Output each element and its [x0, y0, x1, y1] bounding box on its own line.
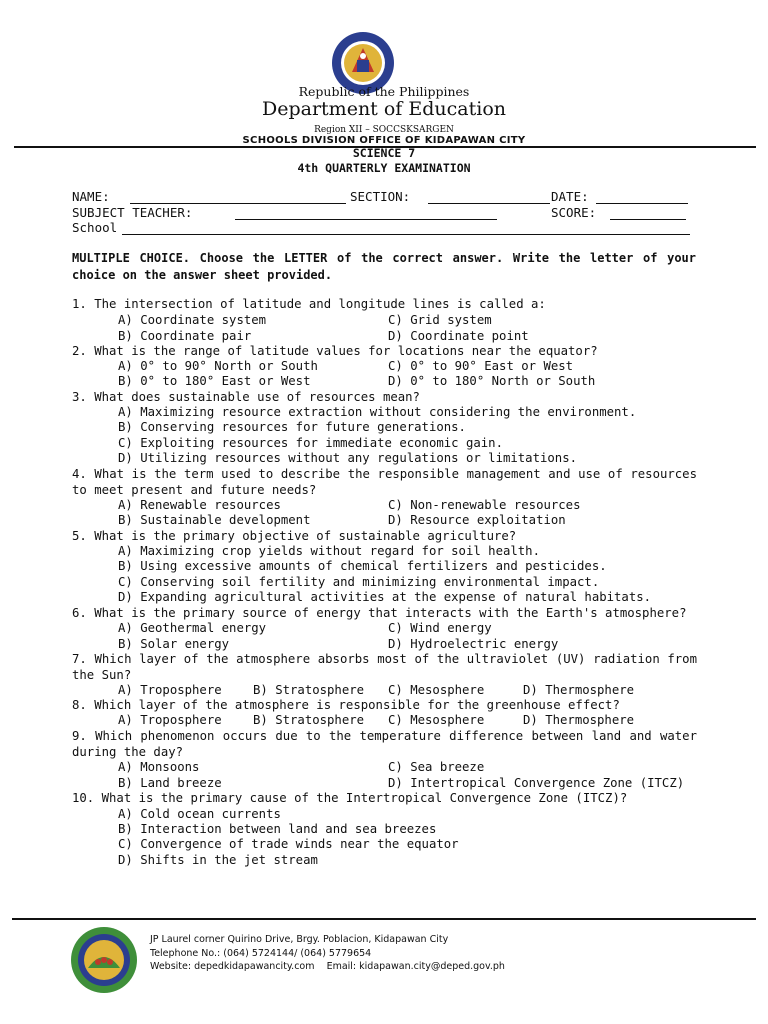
score-label: SCORE:: [551, 205, 597, 220]
q6-option-b: B) Solar energy: [118, 637, 230, 651]
q3-option-a: A) Maximizing resource extraction without considering the environment.: [118, 405, 637, 419]
question-4: 4. What is the term used to describe the responsible management and use of resources to meet present and future needs?: [72, 467, 697, 497]
q9-option-a: A) Monsoons: [118, 760, 200, 774]
q7-option-d: D) Thermosphere: [523, 683, 635, 697]
division-seal-logo: [70, 926, 138, 994]
q2-option-c: C) 0° to 90° East or West: [388, 359, 574, 373]
question-9: 9. Which phenomenon occurs due to the temperature difference between land and water during the day?: [72, 729, 697, 759]
question-8: 8. Which layer of the atmosphere is responsible for the greenhouse effect?: [72, 698, 620, 712]
name-blank[interactable]: [130, 203, 346, 204]
q6-option-d: D) Hydroelectric energy: [388, 637, 559, 651]
date-blank[interactable]: [596, 203, 688, 204]
question-7: 7. Which layer of the atmosphere absorbs most of the ultraviolet (UV) radiation from the Sun?: [72, 652, 697, 682]
q8-option-b: B) Stratosphere: [253, 713, 365, 727]
question-3: 3. What does sustainable use of resources mean?: [72, 390, 420, 404]
question-6: 6. What is the primary source of energy that interacts with the Earth's atmosphere?: [72, 606, 687, 620]
q1-option-b: B) Coordinate pair: [118, 329, 252, 343]
exam-subject: SCIENCE 7: [352, 146, 416, 160]
q9-option-d: D) Intertropical Convergence Zone (ITCZ): [388, 776, 685, 790]
footer-divider: [12, 918, 756, 920]
q10-option-c: C) Convergence of trade winds near the equator: [118, 837, 459, 851]
section-label: SECTION:: [350, 189, 411, 204]
republic-line: Republic of the Philippines: [298, 84, 470, 99]
q5-option-d: D) Expanding agricultural activities at the expense of natural habitats.: [118, 590, 652, 604]
q4-option-c: C) Non-renewable resources: [388, 498, 581, 512]
q2-option-d: D) 0° to 180° North or South: [388, 374, 596, 388]
q3-option-b: B) Conserving resources for future generations.: [118, 420, 466, 434]
section-blank[interactable]: [428, 203, 550, 204]
q1-option-d: D) Coordinate point: [388, 329, 529, 343]
q5-option-b: B) Using excessive amounts of chemical fertilizers and pesticides.: [118, 559, 607, 573]
q9-option-b: B) Land breeze: [118, 776, 222, 790]
q10-option-d: D) Shifts in the jet stream: [118, 853, 318, 867]
date-label: DATE:: [551, 189, 589, 204]
q2-option-a: A) 0° to 90° North or South: [118, 359, 318, 373]
q7-option-c: C) Mesosphere: [388, 683, 485, 697]
name-label: NAME:: [72, 189, 110, 204]
school-blank[interactable]: [122, 234, 690, 235]
q1-option-a: A) Coordinate system: [118, 313, 267, 327]
q4-option-b: B) Sustainable development: [118, 513, 311, 527]
q10-option-a: A) Cold ocean currents: [118, 807, 281, 821]
q4-option-d: D) Resource exploitation: [388, 513, 566, 527]
subject-teacher-label: SUBJECT TEACHER:: [72, 205, 193, 220]
q6-option-c: C) Wind energy: [388, 621, 492, 635]
score-blank[interactable]: [610, 219, 686, 220]
q1-option-c: C) Grid system: [388, 313, 492, 327]
question-1: 1. The intersection of latitude and longitude lines is called a:: [72, 297, 546, 311]
q5-option-a: A) Maximizing crop yields without regard for soil health.: [118, 544, 540, 558]
exam-title: 4th QUARTERLY EXAMINATION: [297, 161, 471, 175]
q10-option-b: B) Interaction between land and sea breezes: [118, 822, 437, 836]
footer-telephone: Telephone No.: (064) 5724144/ (064) 5779654: [150, 948, 372, 959]
region-line: Region XII – SOCCSKSARGEN: [314, 125, 454, 135]
q8-option-c: C) Mesosphere: [388, 713, 485, 727]
instructions: MULTIPLE CHOICE. Choose the LETTER of the correct answer. Write the letter of your choice on the answer sheet provided.: [72, 251, 696, 282]
q3-option-c: C) Exploiting resources for immediate economic gain.: [118, 436, 503, 450]
q8-option-a: A) Troposphere: [118, 713, 222, 727]
q6-option-a: A) Geothermal energy: [118, 621, 267, 635]
department-title: Department of Education: [262, 98, 506, 120]
footer-website-email: Website: depedkidapawancity.com Email: kidapawan.city@deped.gov.ph: [150, 961, 505, 972]
question-2: 2. What is the range of latitude values for locations near the equator?: [72, 344, 598, 358]
q9-option-c: C) Sea breeze: [388, 760, 485, 774]
q7-option-b: B) Stratosphere: [253, 683, 365, 697]
q2-option-b: B) 0° to 180° East or West: [118, 374, 311, 388]
q3-option-d: D) Utilizing resources without any regulations or limitations.: [118, 451, 578, 465]
q7-option-a: A) Troposphere: [118, 683, 222, 697]
footer-address: JP Laurel corner Quirino Drive, Brgy. Poblacion, Kidapawan City: [150, 934, 449, 945]
subject-teacher-blank[interactable]: [235, 219, 497, 220]
q4-option-a: A) Renewable resources: [118, 498, 281, 512]
question-10: 10. What is the primary cause of the Intertropical Convergence Zone (ITCZ)?: [72, 791, 628, 805]
question-5: 5. What is the primary objective of sustainable agriculture?: [72, 529, 517, 543]
division-line: SCHOOLS DIVISION OFFICE OF KIDAPAWAN CITY: [242, 135, 526, 146]
school-label: School: [72, 220, 118, 235]
q5-option-c: C) Conserving soil fertility and minimizing environmental impact.: [118, 575, 600, 589]
q8-option-d: D) Thermosphere: [523, 713, 635, 727]
